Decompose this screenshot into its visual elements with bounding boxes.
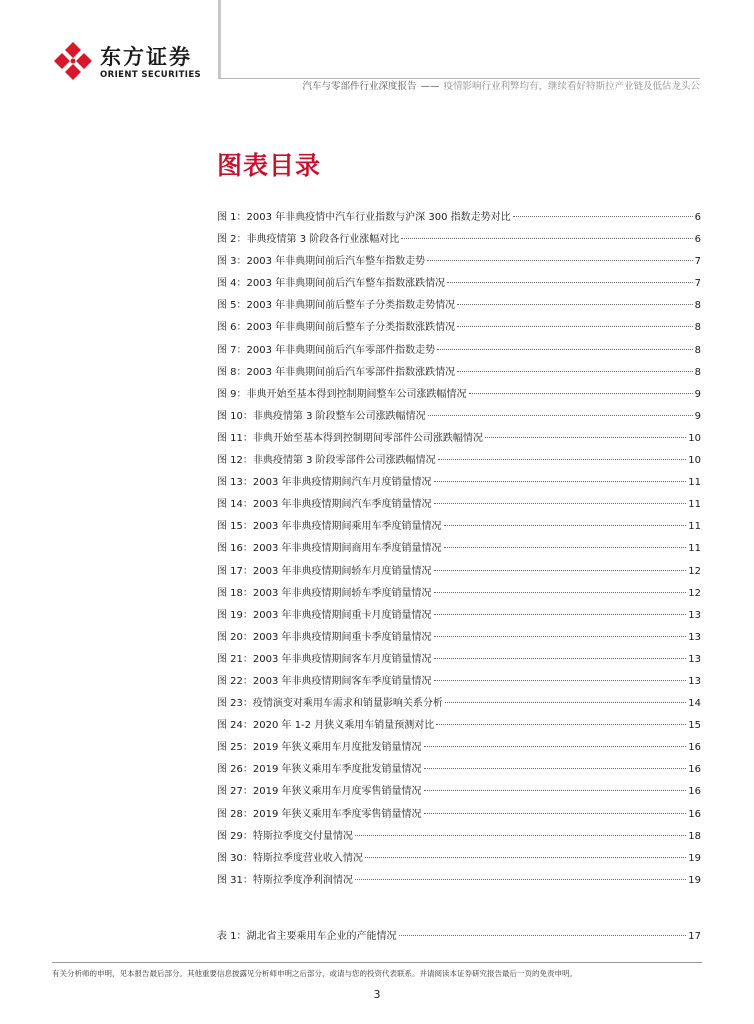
- toc-entry-label: 图 17：: [217, 565, 253, 577]
- toc-entry-text: 2003 年非典疫情期间汽车月度销量情况: [252, 477, 432, 489]
- toc-entry-title: [217, 631, 432, 645]
- toc-entry-label: 图 5：: [217, 300, 247, 312]
- toc-entry-page: 19: [688, 852, 701, 864]
- toc-entry-page: 13: [688, 631, 701, 643]
- toc-entry-text: 2003 年非典期间前后整车子分类指数走势情况: [246, 300, 456, 312]
- toc-entry[interactable]: [217, 388, 701, 410]
- toc-entry[interactable]: [217, 520, 701, 542]
- toc-entry[interactable]: [217, 299, 701, 321]
- toc-entry-title: [217, 609, 432, 623]
- toc-entry-text: 2019 年狭义乘用车季度零售销量情况: [252, 808, 422, 820]
- toc-entry-page: 16: [688, 808, 701, 820]
- toc-entry-title: [217, 277, 445, 291]
- toc-entry-text: 湖北省主要乘用车企业的产能情况: [246, 931, 397, 942]
- toc-entry-text: 特斯拉季度净利润情况: [252, 874, 353, 886]
- toc-entry-page: 15: [688, 720, 701, 732]
- toc-entry-title: [217, 410, 426, 424]
- toc-entry[interactable]: [217, 211, 701, 233]
- toc-entry-text: 2003 年非典疫情期间商用车季度销量情况: [252, 543, 442, 555]
- toc-entry-label: 图 2：: [217, 234, 247, 246]
- toc-leader-dots: [401, 238, 692, 239]
- toc-entry-label: 图 28：: [217, 808, 253, 820]
- toc-entry-label: 图 26：: [217, 764, 253, 776]
- toc-entry-page: 11: [688, 499, 701, 511]
- toc-entry-text: 非典疫情第 3 阶段零部件公司涨跌幅情况: [252, 455, 436, 467]
- toc-entry[interactable]: [217, 874, 701, 896]
- toc-entry-page: 11: [688, 543, 701, 555]
- company-logo: [52, 38, 222, 86]
- toc-leader-dots: [434, 592, 687, 593]
- toc-entry-label: 图 18：: [217, 587, 253, 599]
- toc-entry-label: 图 16：: [217, 543, 253, 555]
- toc-entry-title: [217, 211, 511, 225]
- toc-entry-text: 特斯拉季度交付量情况: [252, 830, 353, 842]
- toc-leader-dots: [444, 525, 687, 526]
- toc-entry[interactable]: [217, 609, 701, 631]
- toc-entry-text: 2019 年狭义乘用车月度批发销量情况: [252, 742, 422, 754]
- toc-entry[interactable]: [217, 785, 701, 807]
- toc-entry-text: 特斯拉季度营业收入情况: [252, 852, 363, 864]
- toc-entry-text: 2003 年非典期间前后汽车零部件指数涨跌情况: [246, 366, 456, 378]
- toc-leader-dots: [434, 570, 687, 571]
- toc-entry-text: 2003 年非典疫情期间汽车季度销量情况: [252, 499, 432, 511]
- toc-leader-dots: [355, 879, 686, 880]
- toc-entry-label: 图 1：: [217, 212, 247, 223]
- toc-entry-page: 7: [694, 256, 701, 268]
- toc-entry-text: 2003 年非典疫情期间客车月度销量情况: [252, 653, 432, 665]
- toc-title: 图表目录: [217, 151, 322, 180]
- toc-entry-title: [217, 874, 353, 888]
- toc-entry[interactable]: [217, 808, 701, 830]
- toc-entry-label: 图 13：: [217, 477, 253, 489]
- toc-entry-text: 非典开始至基本得到控制期间整车公司涨跌幅情况: [246, 388, 467, 400]
- toc-entry-title: [217, 697, 443, 711]
- toc-entry-page: 10: [688, 432, 701, 444]
- toc-entry-title: [217, 830, 353, 844]
- toc-entry-label: 图 25：: [217, 742, 253, 754]
- orient-securities-logo-icon: [52, 40, 94, 82]
- toc-entry[interactable]: [217, 233, 701, 255]
- toc-entry-title: [217, 930, 397, 944]
- toc-entry-title: [217, 653, 432, 667]
- toc-leader-dots: [434, 503, 687, 504]
- toc-entry[interactable]: [217, 366, 701, 388]
- toc-leader-dots: [447, 282, 692, 283]
- toc-leader-dots: [469, 393, 693, 394]
- toc-entry[interactable]: [217, 697, 701, 719]
- toc-entry-text: 2020 年 1-2 月狭义乘用车销量预测对比: [252, 720, 435, 732]
- toc-entry-page: 11: [688, 477, 701, 489]
- toc-leader-dots: [355, 835, 686, 836]
- toc-entry-label: 图 30：: [217, 852, 253, 864]
- toc-entry-label: 图 31：: [217, 874, 253, 886]
- toc-entry[interactable]: [217, 277, 701, 299]
- toc-entry[interactable]: [217, 542, 701, 564]
- toc-entry[interactable]: [217, 930, 701, 952]
- toc-entry-title: [217, 233, 399, 247]
- toc-entry-text: 2003 年非典疫情期间轿车月度销量情况: [252, 565, 432, 577]
- toc-entry-page: 8: [694, 366, 701, 378]
- footer-rule: [52, 962, 702, 963]
- toc-entry-page: 9: [694, 410, 701, 422]
- toc-entry-title: [217, 565, 432, 579]
- toc-entry[interactable]: [217, 498, 701, 520]
- footer-disclaimer: 有关分析师的申明，见本报告最后部分。其他重要信息披露见分析师申明之后部分，或请与您的投资代表联系。并请阅读本证券研究报告最后一页的免责申明。: [52, 969, 577, 978]
- toc-entry-title: [217, 808, 422, 822]
- toc-entry[interactable]: [217, 763, 701, 785]
- toc-entry-text: 2003 年非典疫情期间重卡季度销量情况: [252, 631, 432, 643]
- toc-entry[interactable]: [217, 565, 701, 587]
- toc-entry-title: [217, 741, 422, 755]
- toc-leader-dots: [424, 768, 687, 769]
- report-header: [302, 78, 700, 92]
- toc-leader-dots: [434, 680, 687, 681]
- toc-leader-dots: [424, 746, 687, 747]
- toc-entry-label: 图 20：: [217, 631, 253, 643]
- toc-entry-page: 14: [688, 698, 701, 710]
- toc-entry-page: 6: [694, 212, 701, 223]
- toc-entry-title: [217, 388, 467, 402]
- toc-leader-dots: [457, 371, 692, 372]
- toc-entry-page: 11: [688, 521, 701, 533]
- toc-entry[interactable]: [217, 454, 701, 476]
- toc-leader-dots: [436, 724, 686, 725]
- toc-entry-page: 12: [688, 587, 701, 599]
- toc-entry[interactable]: [217, 741, 701, 763]
- toc-entry-text: 2003 年非典期间前后汽车整车指数涨跌情况: [246, 278, 446, 290]
- toc-entry-label: 图 8：: [217, 366, 247, 378]
- toc-entry-text: 2003 年非典期间前后汽车整车指数走势: [246, 256, 426, 268]
- toc-leader-dots: [427, 260, 692, 261]
- toc-entry-label: 图 11：: [217, 432, 253, 444]
- toc-entry-page: 8: [694, 344, 701, 356]
- toc-leader-dots: [485, 437, 686, 438]
- toc-entry[interactable]: [217, 476, 701, 498]
- logo-chinese-name: 东方证券: [100, 45, 192, 69]
- toc-entry-page: 13: [688, 675, 701, 687]
- toc-entry-label: 图 23：: [217, 698, 253, 710]
- toc-entry[interactable]: [217, 830, 701, 852]
- toc-entry-text: 2003 年非典疫情期间轿车季度销量情况: [252, 587, 432, 599]
- toc-entry-text: 非典疫情第 3 阶段整车公司涨跌幅情况: [252, 410, 426, 422]
- toc-entry-page: 16: [688, 764, 701, 776]
- toc-leader-dots: [434, 658, 687, 659]
- page-number: 3: [373, 988, 381, 1001]
- toc-entry-title: [217, 432, 483, 446]
- toc-entry-text: 2003 年非典疫情中汽车行业指数与沪深 300 指数走势对比: [246, 212, 511, 223]
- toc-entry-label: 图 24：: [217, 720, 253, 732]
- toc-entry-title: [217, 675, 432, 689]
- toc-entry[interactable]: [217, 653, 701, 675]
- toc-entry-label: 图 14：: [217, 499, 253, 511]
- toc-leader-dots: [434, 614, 687, 615]
- toc-entry-label: 图 10：: [217, 410, 253, 422]
- toc-entry-text: 非典疫情第 3 阶段各行业涨幅对比: [246, 234, 400, 246]
- toc-entry-title: [217, 476, 432, 490]
- toc-leader-dots: [428, 415, 693, 416]
- toc-entry-page: 13: [688, 653, 701, 665]
- toc-entry-text: 2019 年狭义乘用车季度批发销量情况: [252, 764, 422, 776]
- logo-english-name: ORIENT SECURITIES: [100, 70, 202, 80]
- toc-entry-title: [217, 763, 422, 777]
- toc-entry-page: 8: [694, 322, 701, 334]
- toc-leader-dots: [513, 216, 693, 217]
- toc-entry-label: 表 1：: [217, 931, 247, 942]
- toc-entry[interactable]: [217, 587, 701, 609]
- toc-leader-dots: [444, 547, 687, 548]
- toc-entry[interactable]: [217, 344, 701, 366]
- toc-entry-label: 图 15：: [217, 521, 253, 533]
- toc-entry-label: 图 9：: [217, 388, 247, 400]
- toc-entry-title: [217, 785, 422, 799]
- header-separator: ——: [420, 81, 440, 92]
- toc-entry[interactable]: [217, 432, 701, 454]
- toc-entry-text: 2003 年非典期间前后整车子分类指数涨跌情况: [246, 322, 456, 334]
- toc-entry-text: 2003 年非典疫情期间重卡月度销量情况: [252, 609, 432, 621]
- toc-entry-label: 图 7：: [217, 344, 247, 356]
- toc-entry-title: [217, 520, 442, 534]
- toc-entry-label: 图 29：: [217, 830, 253, 842]
- header-rule: [218, 78, 700, 79]
- toc-entry-page: 6: [694, 234, 701, 246]
- toc-entry-label: 图 19：: [217, 609, 253, 621]
- toc-entry-title: [217, 255, 425, 269]
- toc-entry-label: 图 6：: [217, 322, 247, 334]
- toc-entry[interactable]: [217, 675, 701, 697]
- toc-leader-dots: [457, 304, 692, 305]
- toc-entry[interactable]: [217, 255, 701, 277]
- toc-entry-page: 13: [688, 609, 701, 621]
- toc-entry-title: [217, 852, 363, 866]
- toc-entry-title: [217, 454, 436, 468]
- toc-entry-label: 图 21：: [217, 653, 253, 665]
- toc-entry-text: 2019 年狭义乘用车月度零售销量情况: [252, 786, 422, 798]
- toc-entry[interactable]: [217, 321, 701, 343]
- toc-leader-dots: [399, 935, 687, 936]
- toc-entry-title: [217, 542, 442, 556]
- toc-entry-page: 9: [694, 388, 701, 400]
- toc-entry-text: 2003 年非典疫情期间乘用车季度销量情况: [252, 521, 442, 533]
- report-type: 汽车与零部件行业深度报告: [302, 81, 417, 92]
- report-title: 疫情影响行业利弊均有，继续看好特斯拉产业链及低估龙头公: [443, 81, 700, 92]
- toc-entry-label: 图 22：: [217, 675, 253, 687]
- figure-list: [217, 211, 701, 896]
- toc-entry-text: 2003 年非典疫情期间客车季度销量情况: [252, 675, 432, 687]
- toc-entry-label: 图 4：: [217, 278, 247, 290]
- toc-entry-label: 图 3：: [217, 256, 247, 268]
- toc-entry-page: 16: [688, 742, 701, 754]
- toc-entry-title: [217, 719, 434, 733]
- toc-entry-text: 疫情演变对乘用车需求和销量影响关系分析: [252, 698, 443, 710]
- toc-leader-dots: [365, 857, 686, 858]
- toc-entry[interactable]: [217, 719, 701, 741]
- toc-entry-page: 16: [688, 786, 701, 798]
- toc-entry-title: [217, 299, 455, 313]
- toc-leader-dots: [424, 813, 687, 814]
- toc-entry-label: 图 12：: [217, 455, 253, 467]
- toc-entry-page: 10: [688, 455, 701, 467]
- toc-leader-dots: [434, 636, 687, 637]
- toc-entry-text: 非典开始至基本得到控制期间零部件公司涨跌幅情况: [252, 432, 483, 444]
- toc-leader-dots: [437, 349, 692, 350]
- toc-entry-page: 19: [688, 874, 701, 886]
- toc-leader-dots: [445, 702, 686, 703]
- toc-entry-title: [217, 587, 432, 601]
- toc-entry[interactable]: [217, 852, 701, 874]
- toc-entry-page: 8: [694, 300, 701, 312]
- toc-entry-title: [217, 366, 455, 380]
- toc-entry-page: 12: [688, 565, 701, 577]
- toc-entry[interactable]: [217, 410, 701, 432]
- toc-leader-dots: [438, 459, 687, 460]
- toc-entry[interactable]: [217, 631, 701, 653]
- toc-entry-title: [217, 321, 455, 335]
- toc-leader-dots: [457, 326, 692, 327]
- toc-entry-title: [217, 498, 432, 512]
- toc-entry-page: 17: [688, 931, 701, 942]
- toc-leader-dots: [434, 481, 687, 482]
- table-list: [217, 930, 701, 952]
- toc-leader-dots: [424, 790, 687, 791]
- toc-entry-title: [217, 344, 435, 358]
- toc-entry-text: 2003 年非典期间前后汽车零部件指数走势: [246, 344, 436, 356]
- toc-entry-label: 图 27：: [217, 786, 253, 798]
- toc-entry-page: 7: [694, 278, 701, 290]
- toc-entry-page: 18: [688, 830, 701, 842]
